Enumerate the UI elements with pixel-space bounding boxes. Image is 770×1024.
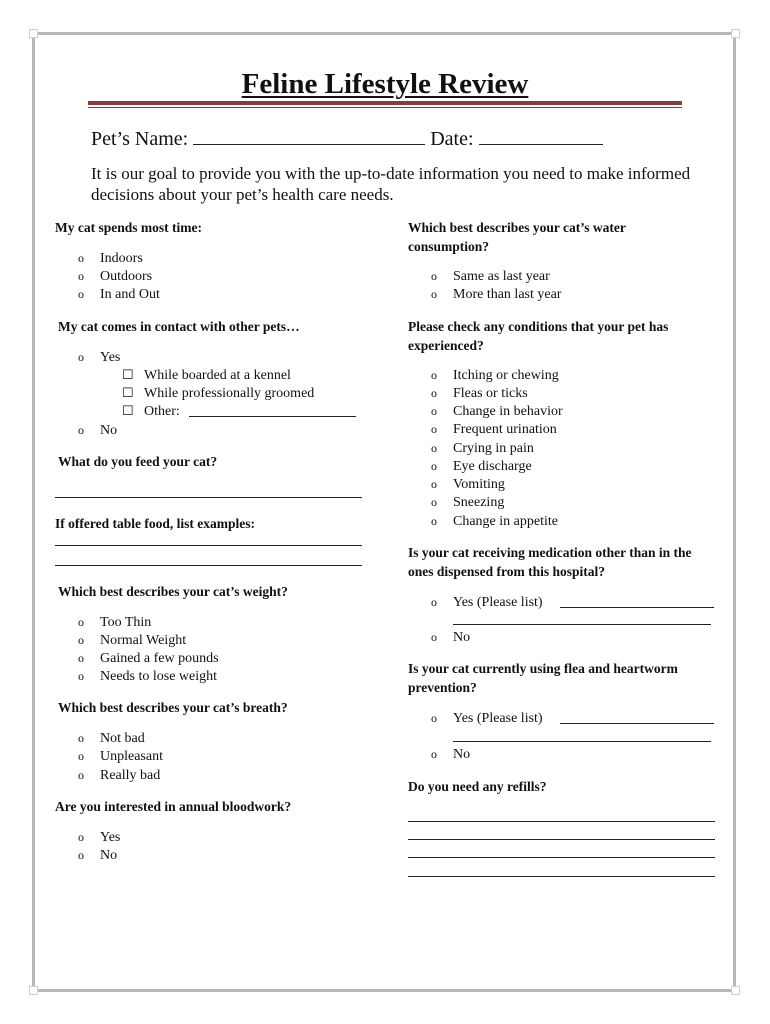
option-label: Change in behavior — [453, 404, 563, 419]
checkbox-option[interactable] — [122, 366, 291, 385]
option-label: No — [100, 848, 118, 863]
pet-name-label: Pet’s Name: — [91, 128, 189, 150]
option-label: Unpleasant — [100, 749, 163, 764]
radio-option[interactable] — [431, 285, 561, 304]
option-label: Vomiting — [453, 477, 505, 492]
option-label: No — [453, 630, 471, 645]
option-label: Crying in pain — [453, 441, 534, 456]
question-flea: Is your cat currently using flea and heartworm prevention? — [408, 661, 678, 695]
option-label: While professionally groomed — [144, 386, 315, 401]
option-label: Itching or chewing — [453, 368, 559, 383]
radio-option[interactable] — [431, 420, 557, 439]
table-food-line[interactable] — [55, 565, 362, 566]
radio-icon: o — [431, 514, 437, 528]
radio-option[interactable] — [78, 766, 160, 785]
border-corner — [731, 29, 740, 38]
option-label: Eye discharge — [453, 459, 532, 474]
radio-icon: o — [78, 768, 84, 782]
radio-icon: o — [431, 711, 437, 725]
option-label: While boarded at a kennel — [144, 368, 291, 383]
date-field[interactable] — [479, 129, 603, 145]
radio-option[interactable] — [78, 249, 143, 268]
radio-icon: o — [431, 630, 437, 644]
option-label: No — [453, 747, 471, 762]
form-title: Feline Lifestyle Review — [241, 68, 529, 100]
option-label: Too Thin — [100, 615, 152, 630]
option-label: Really bad — [100, 768, 161, 783]
question-contact: My cat comes in contact with other pets… — [58, 319, 300, 334]
radio-option[interactable] — [78, 421, 117, 440]
question-conditions: Please check any conditions that your pet has experienced? — [408, 319, 669, 353]
radio-icon: o — [78, 423, 84, 437]
title-rule — [88, 101, 682, 105]
radio-option[interactable] — [431, 439, 534, 458]
question-bloodwork: Are you interested in annual bloodwork? — [55, 799, 292, 814]
medication-list-line[interactable] — [560, 607, 714, 608]
intro-text: It is our goal to provide you with the up-to-date information you need to make informed decisions about your pet’s health care needs. — [91, 164, 691, 204]
option-label: Yes (Please list) — [453, 595, 543, 610]
radio-icon: o — [78, 731, 84, 745]
question-breath: Which best describes your cat’s breath? — [58, 700, 288, 715]
medication-list-line[interactable] — [453, 624, 711, 625]
option-label: More than last year — [453, 287, 562, 302]
border-corner — [29, 986, 38, 995]
checkbox-option[interactable] — [122, 384, 314, 403]
radio-icon: o — [78, 633, 84, 647]
radio-option[interactable] — [78, 747, 163, 766]
radio-option[interactable] — [431, 267, 550, 286]
checkbox-icon: ☐ — [122, 367, 134, 382]
option-label: Fleas or ticks — [453, 386, 528, 401]
pet-name-field[interactable] — [193, 129, 425, 145]
date-label: Date: — [430, 128, 474, 150]
radio-icon: o — [78, 848, 84, 862]
radio-icon: o — [78, 651, 84, 665]
title-rule-thin — [88, 107, 682, 108]
refills-line[interactable] — [408, 821, 715, 822]
radio-option[interactable] — [431, 745, 470, 764]
radio-option[interactable] — [431, 493, 504, 512]
radio-icon: o — [431, 269, 437, 283]
option-label: Other: — [144, 404, 180, 419]
checkbox-icon: ☐ — [122, 385, 134, 400]
question-refills: Do you need any refills? — [408, 779, 547, 794]
refills-line[interactable] — [408, 876, 715, 877]
radio-icon: o — [78, 350, 84, 364]
option-label: Indoors — [100, 251, 143, 266]
radio-icon: o — [431, 459, 437, 473]
option-label: Sneezing — [453, 495, 505, 510]
radio-option[interactable] — [78, 267, 152, 286]
radio-icon: o — [78, 749, 84, 763]
option-label: Same as last year — [453, 269, 550, 284]
radio-option[interactable] — [431, 512, 558, 531]
option-label: Not bad — [100, 731, 145, 746]
radio-option[interactable] — [78, 348, 120, 367]
radio-option[interactable] — [78, 649, 219, 668]
checkbox-option[interactable] — [122, 402, 180, 421]
radio-option[interactable] — [431, 593, 543, 612]
option-label: Change in appetite — [453, 514, 558, 529]
radio-option[interactable] — [78, 828, 120, 847]
option-label: Yes — [100, 830, 121, 845]
radio-option[interactable] — [431, 366, 559, 385]
radio-option[interactable] — [431, 384, 528, 403]
option-label: Needs to lose weight — [100, 669, 218, 684]
radio-icon: o — [431, 495, 437, 509]
radio-icon: o — [78, 251, 84, 265]
refills-line[interactable] — [408, 839, 715, 840]
radio-option[interactable] — [78, 729, 145, 748]
radio-option[interactable] — [431, 457, 532, 476]
option-label: Frequent urination — [453, 422, 557, 437]
question-table-food: If offered table food, list examples: — [55, 516, 255, 531]
radio-option[interactable] — [78, 613, 151, 632]
option-label: Yes — [100, 350, 121, 365]
radio-option[interactable] — [431, 709, 543, 728]
header-fields — [91, 128, 603, 151]
checkbox-icon: ☐ — [122, 403, 134, 418]
refills-line[interactable] — [408, 857, 715, 858]
radio-icon: o — [431, 386, 437, 400]
radio-icon: o — [431, 477, 437, 491]
radio-icon: o — [78, 615, 84, 629]
option-label: Outdoors — [100, 269, 153, 284]
radio-option[interactable] — [78, 631, 186, 650]
feed-answer-line[interactable] — [55, 497, 362, 498]
radio-icon: o — [78, 287, 84, 301]
radio-option[interactable] — [78, 285, 160, 304]
radio-icon: o — [431, 422, 437, 436]
radio-icon: o — [78, 269, 84, 283]
table-food-line[interactable] — [55, 545, 362, 546]
option-label: No — [100, 423, 118, 438]
radio-option[interactable] — [431, 402, 563, 421]
radio-icon: o — [431, 404, 437, 418]
question-water: Which best describes your cat’s water consumption? — [408, 220, 626, 254]
flea-list-line[interactable] — [453, 741, 711, 742]
option-label: Yes (Please list) — [453, 711, 543, 726]
option-label: Normal Weight — [100, 633, 187, 648]
radio-icon: o — [431, 595, 437, 609]
option-label: Gained a few pounds — [100, 651, 219, 666]
radio-icon: o — [431, 368, 437, 382]
question-medication: Is your cat receiving medication other than in the ones dispensed from this hospital? — [408, 545, 692, 579]
question-weight: Which best describes your cat’s weight? — [58, 584, 288, 599]
radio-icon: o — [431, 441, 437, 455]
question-feed: What do you feed your cat? — [58, 454, 218, 469]
flea-list-line[interactable] — [560, 723, 714, 724]
radio-option[interactable] — [78, 667, 217, 686]
radio-option[interactable] — [431, 628, 470, 647]
radio-icon: o — [431, 747, 437, 761]
radio-icon: o — [78, 669, 84, 683]
radio-icon: o — [78, 830, 84, 844]
border-corner — [29, 29, 38, 38]
border-corner — [731, 986, 740, 995]
question-time: My cat spends most time: — [55, 220, 202, 235]
option-label: In and Out — [100, 287, 160, 302]
other-field[interactable] — [189, 416, 356, 417]
radio-icon: o — [431, 287, 437, 301]
radio-option[interactable] — [78, 846, 117, 865]
radio-option[interactable] — [431, 475, 505, 494]
